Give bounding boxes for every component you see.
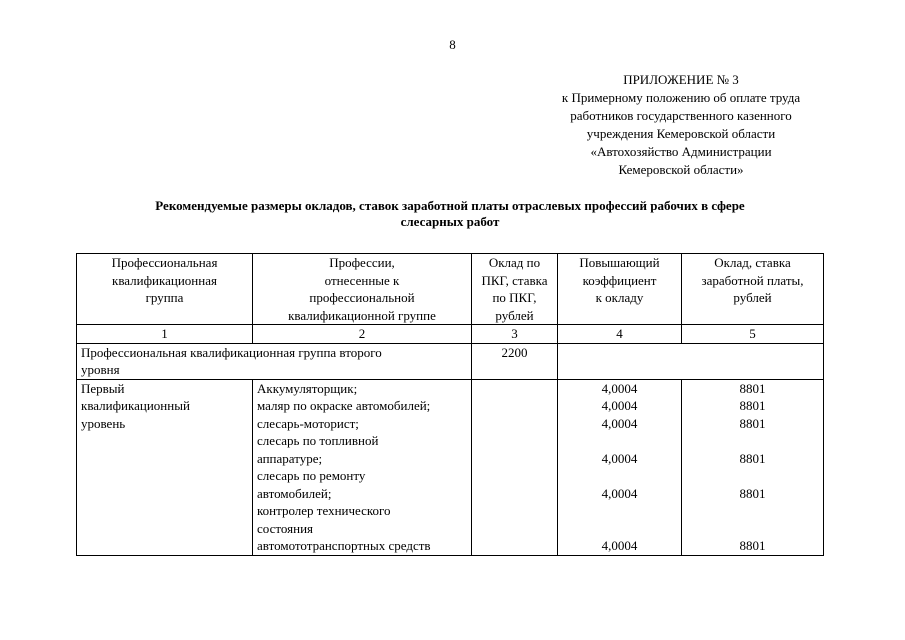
appendix-line: к Примерному положению об оплате труда	[561, 90, 801, 105]
column-number: 4	[558, 325, 682, 344]
appendix-line: Кемеровской области»	[618, 162, 744, 177]
qualification-group-row	[77, 343, 824, 379]
salary-value: 8801	[739, 485, 766, 501]
table-header-row	[77, 254, 824, 325]
level-base-salary-empty	[472, 379, 558, 555]
column-number: 2	[253, 325, 472, 344]
coefficient-value: 4,0004	[601, 538, 638, 553]
profession-item: состояния	[257, 520, 313, 536]
salary-value: 8801	[739, 538, 766, 553]
salary-value: 8801	[739, 398, 766, 413]
level-coefficients	[558, 379, 682, 555]
profession-item: слесарь по ремонту	[257, 468, 366, 483]
column-number: 3	[472, 325, 558, 344]
profession-item: автомобилей;	[257, 485, 332, 501]
column-number: 1	[77, 325, 253, 344]
group-base-salary: 2200	[472, 343, 558, 379]
level-salaries	[682, 379, 824, 555]
appendix-line: «Автохозяйство Администрации	[590, 144, 772, 159]
page-number: 8	[449, 37, 456, 52]
profession-item: слесарь-моторист;	[257, 415, 359, 431]
group-empty-cell	[558, 343, 824, 379]
document-title	[80, 198, 820, 230]
profession-item: маляр по окраске автомобилей;	[257, 398, 431, 413]
coefficient-value: 4,0004	[601, 485, 638, 501]
header-coefficient: Повышающий коэффициент к окладу	[558, 254, 682, 325]
header-base-salary: Оклад по ПКГ, ставка по ПКГ, рублей	[472, 254, 558, 325]
salary-value: 8801	[739, 450, 766, 466]
group-label: Профессиональная квалификационная группа второго уровня	[77, 343, 472, 379]
title-line: Рекомендуемые размеры окладов, ставок заработной платы отраслевых профессий рабочих в сфере	[155, 198, 745, 213]
salary-table	[76, 253, 824, 556]
appendix-line: работников государственного казенного	[570, 108, 792, 123]
appendix-line: учреждения Кемеровской области	[586, 126, 776, 141]
header-professions: Профессии, отнесенные к профессиональной квалификационной группе	[253, 254, 472, 325]
profession-item: слесарь по топливной	[257, 433, 379, 448]
profession-item: контролер технического	[257, 503, 391, 518]
appendix-heading: ПРИЛОЖЕНИЕ № 3	[623, 72, 739, 87]
coefficient-value: 4,0004	[601, 380, 638, 396]
appendix-block	[540, 71, 822, 179]
level-professions	[253, 379, 472, 555]
header-qualification-group: Профессиональная квалификационная группа	[77, 254, 253, 325]
column-number-row	[77, 325, 824, 344]
profession-item: аппаратуре;	[257, 450, 323, 466]
level-label: Первый квалификационный уровень	[77, 379, 253, 555]
salary-value: 8801	[739, 415, 766, 431]
header-salary: Оклад, ставка заработной платы, рублей	[682, 254, 824, 325]
coefficient-value: 4,0004	[601, 398, 638, 413]
title-line: слесарных работ	[400, 214, 500, 229]
coefficient-value: 4,0004	[601, 415, 638, 431]
coefficient-value: 4,0004	[601, 450, 638, 466]
profession-item: автомототранспортных средств	[257, 538, 431, 553]
salary-value: 8801	[739, 380, 766, 396]
column-number: 5	[682, 325, 824, 344]
profession-item: Аккумуляторщик;	[257, 380, 358, 396]
level-row	[77, 379, 824, 555]
